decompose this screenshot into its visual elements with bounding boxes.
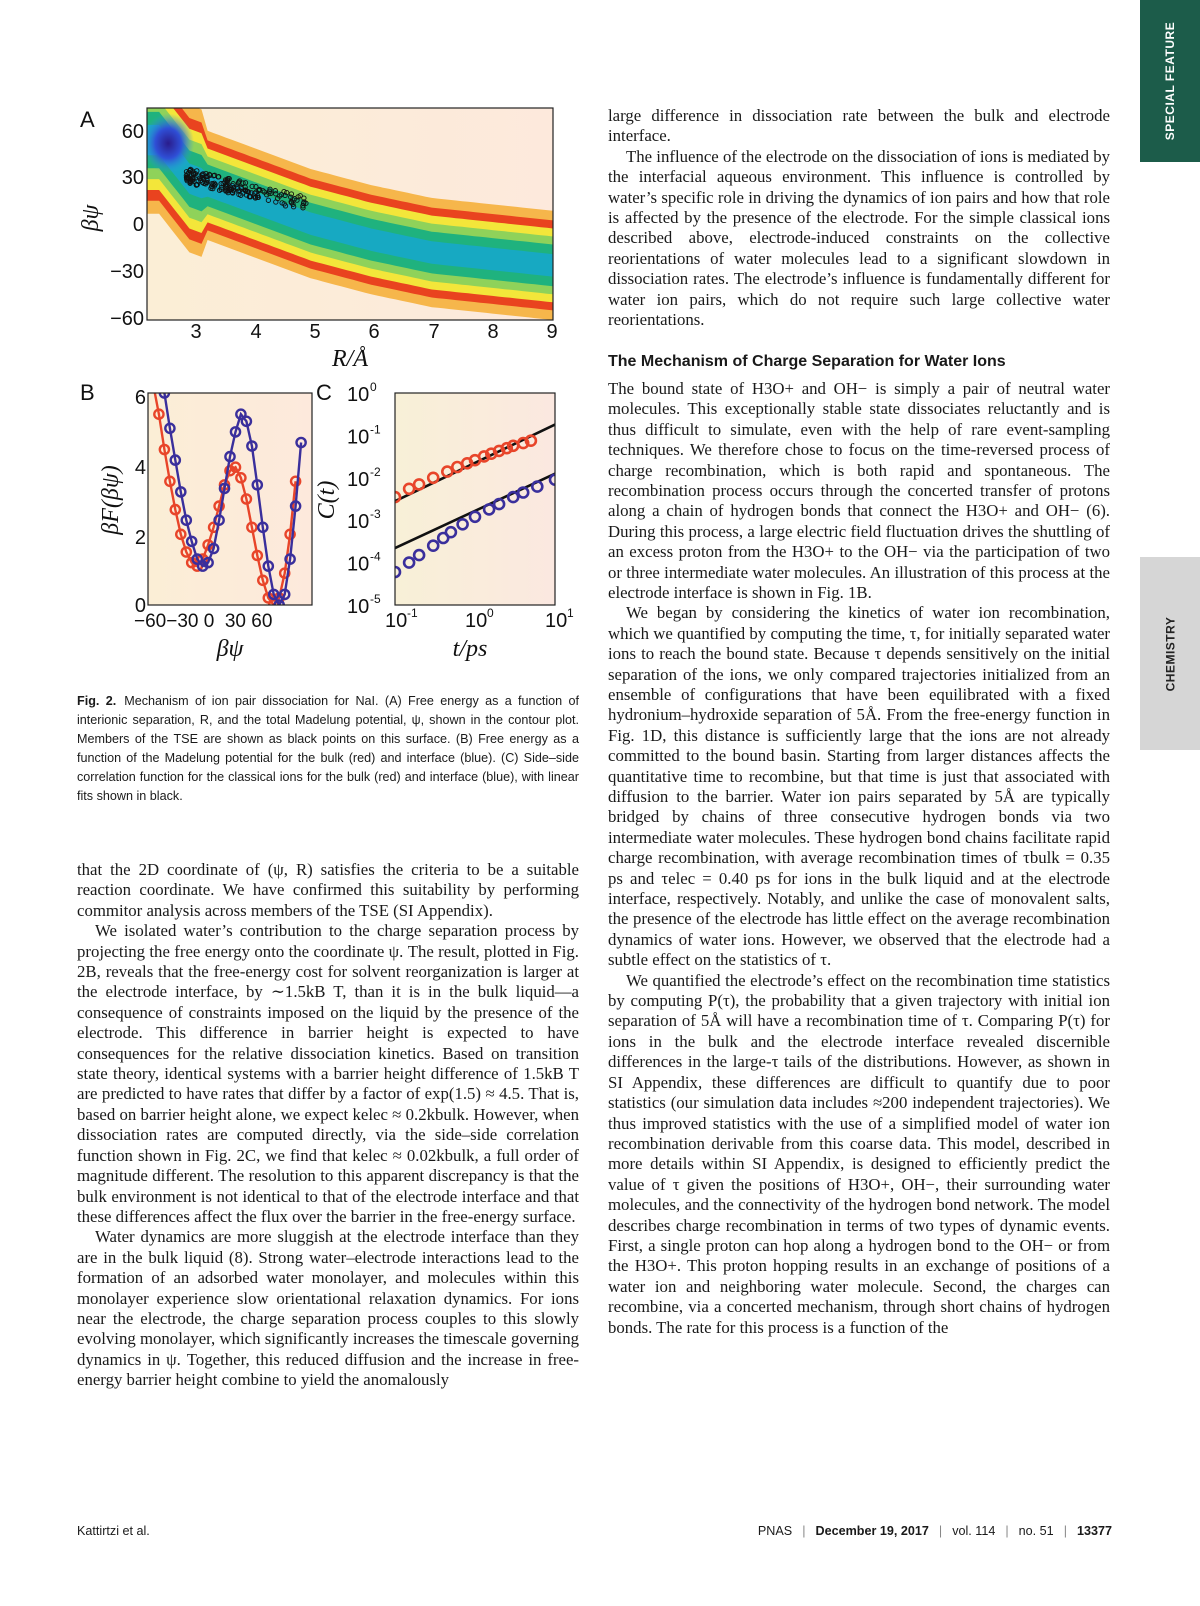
footer-volume: vol. 114: [952, 1524, 996, 1538]
panel-c-x-ticks: [385, 606, 574, 632]
panel-c-background: [395, 393, 555, 605]
footer-author: Kattirtzi et al.: [77, 1524, 150, 1538]
a-ytick: 0: [132, 214, 144, 236]
footer-journal: PNAS: [757, 1524, 793, 1538]
c-ytick-base: 10: [347, 511, 370, 534]
c-xtick-exp: 0: [487, 606, 494, 620]
body-paragraph: The influence of the electrode on the dissociation of ions is mediated by the interfacial aqueous environment. This influence is controlled by water’s specific role in driving the dynamics of ion pairs and how that role is affected by the presence of the electrode. For the simple classical ions described above, electrode-induced constraints on the collective reorientations of water molecules lead to a significant slowdown in dissociation rates. The electrode’s influence is fundamentally different for water ion pairs, which do not require such large collective water reorientations.: [608, 146, 1110, 330]
left-column: [77, 860, 579, 1391]
panel-c-y-ticks: [347, 380, 381, 618]
page-footer: [77, 1524, 1112, 1544]
c-ytick-base: 10: [347, 384, 370, 406]
c-ytick-base: 10: [347, 426, 370, 449]
body-paragraph: We isolated water’s contribution to the charge separation process by projecting the free energy onto the coordinate ψ. The result, plotted in Fig. 2B, reveals that the free-energy cost for solvent reorganization is larger at the electrode interface, by ∼1.5kB T, than it is in the bulk liquid—a consequence of constraints imposed on the liquid by the presence of the electrode. This difference in barrier height is expected to have consequences for the relative dissociation kinetics. Based on transition state theory, identical systems with a barrier height difference of 1.5kB T are predicted to have rates that differ by a factor of exp(1.5) ≈ 4.5. That is, based on barrier height alone, we expect kelec ≈ 0.2kbulk. However, when dissociation rates are computed directly, via the side–side correlation function shown in Fig. 2C, we find that kelec ≈ 0.02kbulk, a full order of magnitude different. The resolution to this apparent discrepancy is that the bulk environment is not identical to that of the electrode interface and that these differences affect the flux over the barrier in the free-energy surface.: [77, 921, 579, 1226]
a-xtick: 6: [368, 321, 380, 343]
bulk-point: [149, 381, 158, 390]
a-xtick: 9: [546, 321, 558, 343]
figure-2: [70, 100, 590, 690]
panel-a-y-ticks: [110, 121, 144, 330]
a-ytick: −60: [110, 308, 144, 330]
body-paragraph: We quantified the electrode’s effect on the recombination time statistics by computing P(τ), the probability that a given trajectory with initial ion separation of 5Å will have a recombination time of τ. Comparing P(τ) for ions in the bulk and the electrode interface revealed discernible differences in the large-τ tails of the distributions. However, as shown in SI Appendix, these differences are difficult to quantify due to poor statistics (our simulation data includes ≈200 independent trajectories). We thus improved statistics with the use of a simplified model of water ion recombination derivable from this coarse data. This model, described in more details within SI Appendix, is designed to efficiently predict the value of τ given the positions of H3O+, OH−, their surrounding water molecules, and the connectivity of the hydrogen bond network. The model describes charge recombination in terms of two types of dynamic events. First, a single proton can hop along a hydrogen bond to the OH− or from the H3O+. This proton hopping results in an exchange of positions of a water ion and neighboring water molecule. Second, the charges can recombine, via a concerted mechanism, through short chains of hydrogen bonds. The rate for this process is a function of the: [608, 970, 1110, 1337]
body-paragraph: We began by considering the kinetics of water ion recombination, which we quantified by computing the time, τ, for initially separated water ions to reach the bound state. Because τ depends sensitively on the initial separation of the ions, we only compared trajectories initialized from an ensemble of configurations that have been equilibrated with a fixed hydronium–hydroxide separation of 5Å. From the free-energy function in Fig. 1D, this distance is sufficiently large that the ions are not already committed to the bound basin. Starting from larger distances affects the quantitative time to recombine, but that time is just that associated with diffusion to the barrier. Water ion pairs separated by 5Å are typically bridged by chains of three consecutive hydrogen bonds via two intermediate water molecules. These hydrogen bond chains facilitate rapid charge recombination, with average recombination times of τbulk = 0.35 ps and τelec = 0.40 ps for ions in the bulk liquid and at the electrode interface, respectively. Notably, and unlike the case of monovalent salts, the presence of the electrode has little effect on the average recombination dynamics of water ions. However, we observed that the electrode had a subtle effect on the statistics of τ.: [608, 603, 1110, 970]
footer-page: 13377: [1076, 1524, 1112, 1538]
body-paragraph: The bound state of H3O+ and OH− is simply a pair of neutral water molecules. This exceptionally stable state dissociates reluctantly and is thus difficult to simulate, even with the help of rare event-sampling techniques. We therefore chose to focus on the time-reversed process of charge recombination, which is both rapid and spontaneous. The recombination process occurs through the concerted transfer of protons along a chain of hydrogen bonds that connect the H3O+ and OH− (6). During this process, a large electric field fluctuation drives the shuttling of an excess proton from the H3O+ to the OH− via the participation of two or three intermediate water molecules. An illustration of this process at the electrode interface is shown in Fig. 1B.: [608, 378, 1110, 602]
b-ytick: 6: [134, 387, 146, 409]
c-ytick-exp: -3: [370, 507, 381, 522]
panel-c-y-label: C(t): [314, 480, 340, 520]
panel-b-label: B: [80, 380, 95, 405]
a-ytick: 60: [121, 121, 144, 143]
footer-issue: no. 51: [1018, 1524, 1054, 1538]
special-feature-tab: [1140, 0, 1200, 162]
a-xtick: 4: [250, 321, 262, 343]
footer-citation: PNAS | December 19, 2017 | vol. 114 | no. 51 | 13377: [757, 1524, 1112, 1538]
right-column: [608, 106, 1110, 1338]
caption-text: Mechanism of ion pair dissociation for NaI. (A) Free energy as a function of interionic separation, R, and the total Madelung potential, ψ, shown in the contour plot. Members of the TSE are shown as black points on this surface. (B) Free energy as a function of the Madelung potential for the bulk (red) and interface (blue). (C) Side–side correlation function for the classical ions for the bulk (red) and interface (blue), with linear fits shown in black.: [77, 694, 580, 803]
c-xtick-base: 10: [465, 610, 488, 632]
panel-c-x-label: t/ps: [452, 636, 488, 662]
c-ytick-exp: -4: [370, 549, 381, 564]
c-ytick-base: 10: [347, 553, 370, 576]
body-paragraph: that the 2D coordinate of (ψ, R) satisfies the criteria to be a suitable reaction coordinate. We have confirmed this suitability by performing commitor analysis across members of the TSE (SI Appendix).: [77, 860, 579, 920]
b-xticks: −60−30 0 30 60: [134, 611, 273, 632]
panel-b-x-label: βψ: [216, 636, 244, 662]
panel-b-y-label: βF(βψ): [98, 465, 124, 535]
c-ytick-exp: -1: [370, 422, 381, 437]
c-ytick-exp: -2: [370, 464, 381, 479]
footer-date: December 19, 2017: [815, 1524, 929, 1538]
special-feature-label: SPECIAL FEATURE: [1163, 21, 1177, 141]
c-ytick-base: 10: [347, 596, 370, 618]
bound-basin: [142, 113, 194, 173]
chemistry-tab: [1140, 557, 1200, 750]
panel-a-x-ticks: [190, 321, 557, 343]
panel-c-label: C: [316, 380, 332, 405]
c-xtick-base: 10: [545, 610, 568, 632]
a-xtick: 8: [487, 321, 499, 343]
b-ytick: 2: [134, 527, 146, 549]
a-ytick: 30: [121, 167, 144, 189]
c-xtick-exp: -1: [407, 606, 418, 620]
a-xtick: 7: [428, 321, 440, 343]
body-paragraph: Water dynamics are more sluggish at the electrode interface than they are in the bulk liquid (8). Strong water–electrode interactions lead to the formation of an adsorbed water monolayer, and molecules within this monolayer experience slow orientational relaxation dynamics. For ions near the electrode, the charge separation process couples to this slowly evolving monolayer, which significantly increases the timescale governing dynamics in ψ. Together, this reduced diffusion and the increase in free-energy barrier height combine to yield the anomalously: [77, 1227, 579, 1390]
c-xtick-base: 10: [385, 610, 408, 632]
panel-a-x-label: R/Å: [332, 346, 368, 372]
panel-a-y-label: βψ: [78, 204, 104, 232]
b-ytick: 0: [134, 595, 146, 617]
c-ytick-exp: -5: [370, 592, 381, 606]
a-xtick: 5: [309, 321, 321, 343]
caption-label: Fig. 2.: [77, 694, 117, 708]
a-ytick: −30: [110, 261, 144, 283]
c-ytick-exp: 0: [370, 380, 377, 394]
body-paragraph: large difference in dissociation rate between the bulk and electrode interface.: [608, 106, 1110, 146]
section-heading: The Mechanism of Charge Separation for Water Ions: [608, 353, 1006, 371]
c-ytick-base: 10: [347, 468, 370, 491]
b-ytick: 4: [134, 457, 146, 479]
figure-2-svg: [70, 100, 590, 690]
figure-caption: [77, 692, 579, 806]
c-xtick-exp: 1: [567, 606, 574, 620]
panel-a-label: A: [80, 107, 95, 132]
a-xtick: 3: [190, 321, 202, 343]
chemistry-label: CHEMISTRY: [1163, 616, 1178, 691]
